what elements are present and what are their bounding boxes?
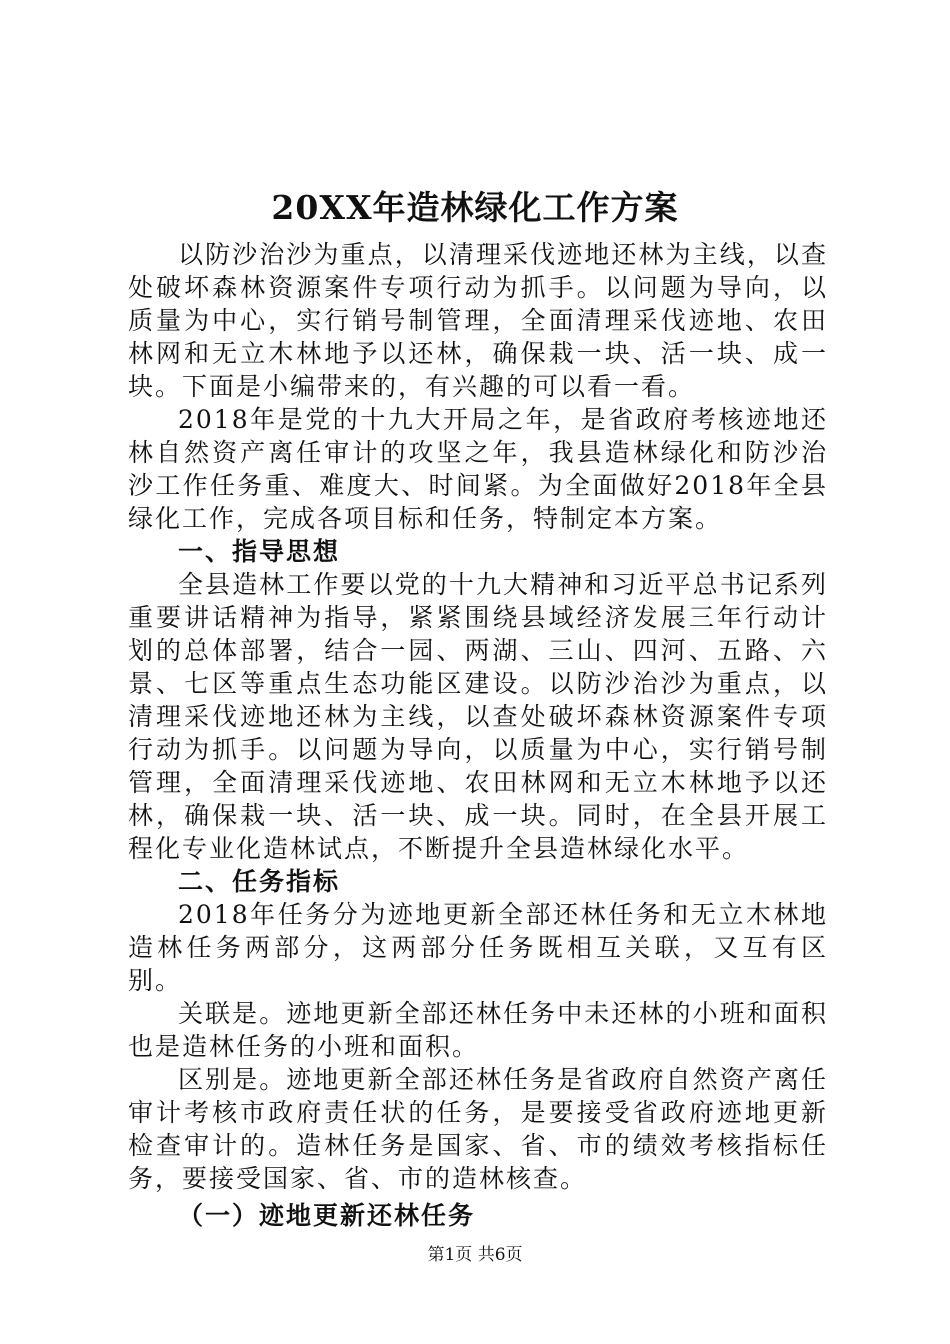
guiding-thought-paragraph: 全县造林工作要以党的十九大精神和习近平总书记系列重要讲话精神为指导，紧紧围绕县域经济发展三年行动计划的总体部署，结合一园、两湖、三山、四河、五路、六景、七区等重点生态功能区建设。以防沙治沙为重点，以清理采伐迹地还林为主线，以查处破坏森林资源案件专项行动为抓手。以问题为导向，以质量为中心，实行销号制管理，全面清理采伐迹地、农田林网和无立木林地予以还林，确保栽一块、活一块、成一块。同时，在全县开展工程化专业化造林试点，不断提升全县造林绿化水平。 <box>128 570 828 863</box>
page-footer: 第1页 共6页 <box>427 1245 523 1265</box>
task-targets-paragraph-2: 关联是。迹地更新全部还林任务中未还林的小班和面积也是造林任务的小班和面积。 <box>128 999 828 1061</box>
task-targets-paragraph-3: 区别是。迹地更新全部还林任务是省政府自然资产离任审计考核市政府责任状的任务，是要接受省政府迹地更新检查审计的。造林任务是国家、省、市的绩效考核指标任务，要接受国家、省、市的造林核查。 <box>128 1065 828 1193</box>
intro-paragraph-1: 以防沙治沙为重点，以清理采伐迹地还林为主线，以查处破坏森林资源案件专项行动为抓手。以问题为导向，以质量为中心，实行销号制管理，全面清理采伐迹地、农田林网和无立木林地予以还林，确保栽一块、活一块、成一块。下面是小编带来的，有兴趣的可以看一看。 <box>128 240 828 401</box>
section-heading-task-targets: 二、任务指标 <box>178 867 341 896</box>
task-targets-paragraph-1: 2018年任务分为迹地更新全部还林任务和无立木林地造林任务两部分，这两部分任务既相互关联，又互有区别。 <box>128 900 828 995</box>
document-body <box>128 238 828 1232</box>
subsection-heading-reforestation: （一）迹地更新还林任务 <box>178 1201 476 1230</box>
section-heading-guiding-thought: 一、指导思想 <box>178 537 341 566</box>
document-title: 20XX年造林绿化工作方案 <box>271 188 679 227</box>
intro-paragraph-2: 2018年是党的十九大开局之年，是省政府考核迹地还林自然资产离任审计的攻坚之年，我县造林绿化和防沙治沙工作任务重、难度大、时间紧。为全面做好2018年全县绿化工作，完成各项目标和任务，特制定本方案。 <box>128 405 828 533</box>
